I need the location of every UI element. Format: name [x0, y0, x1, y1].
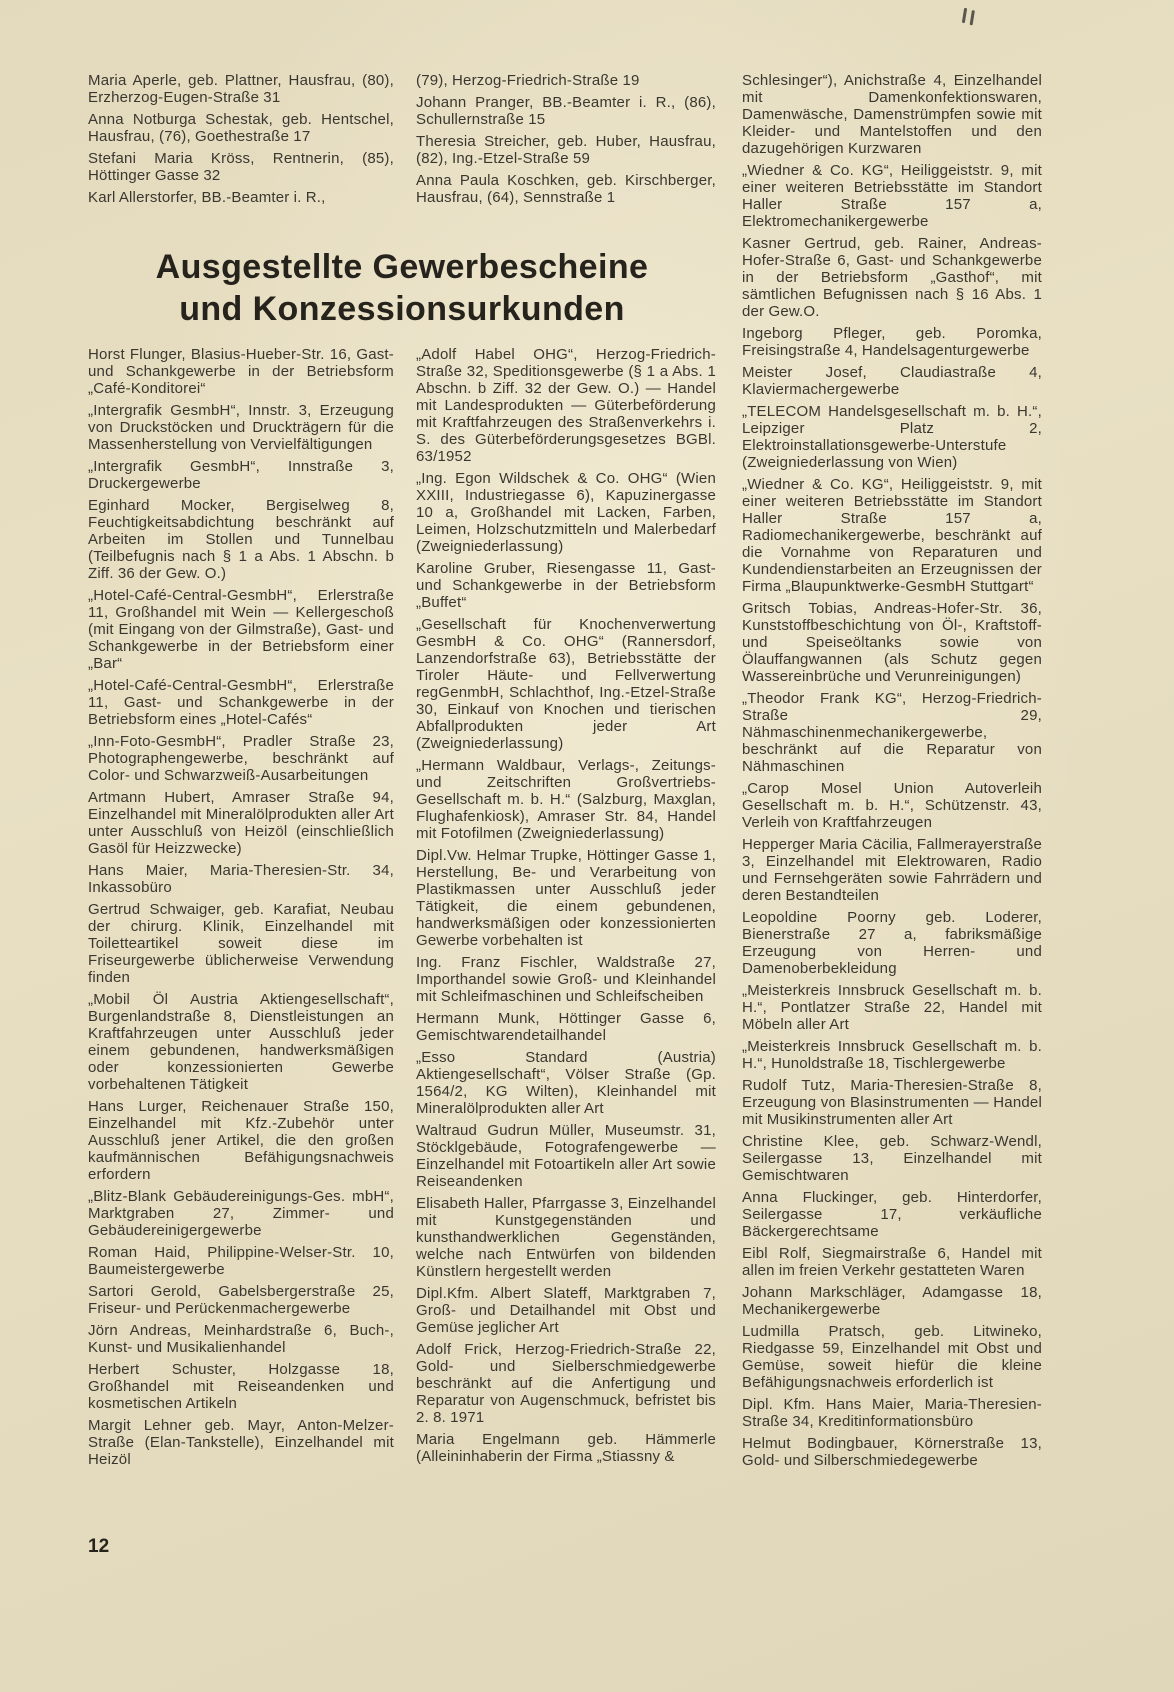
person-entry: (79), Herzog-Friedrich-Straße 19 — [416, 72, 640, 89]
license-entry: Gritsch Tobias, Andreas-Hofer-Str. 36, Kunststoffbeschichtung von Öl-, Kraftstoff- und Speiseöltanks sowie von Ölauffangwannen (als Schutz gegen Wassereinbrüche und Verunreinigungen) — [742, 600, 1042, 685]
license-entry: Dipl.Kfm. Albert Slateff, Marktgraben 7, Groß- und Detailhandel mit Obst und Gemüse jeglicher Art — [416, 1285, 716, 1336]
license-entry: Johann Markschläger, Adamgasse 18, Mechanikergewerbe — [742, 1284, 1042, 1318]
person-entry: Anna Notburga Schestak, geb. Hentschel, Hausfrau, (76), Goethestraße 17 — [88, 111, 394, 145]
license-entry: „Intergrafik GesmbH“, Innstraße 3, Druckergewerbe — [88, 458, 394, 492]
license-entry: „Carop Mosel Union Autoverleih Gesellschaft m. b. H.“, Schützenstr. 43, Verleih von Kraftfahrzeugen — [742, 780, 1042, 831]
license-entry: „Intergrafik GesmbH“, Innstr. 3, Erzeugung von Druckstöcken und Druckträgern für die Massenherstellung von Vervielfältigungen — [88, 402, 394, 453]
license-entry: „Hermann Waldbaur, Verlags-, Zeitungs- und Zeitschriften Großvertriebs-Gesellschaft m. b. H.“ (Salzburg, Maxglan, Flughafenkiosk), Amraser Str. 84, Handel mit Fotofilmen (Zweigniederlassung) — [416, 757, 716, 842]
license-entry: „Adolf Habel OHG“, Herzog-Friedrich-Straße 32, Speditionsgewerbe (§ 1 a Abs. 1 Abschn. b Ziff. 32 der Gew. O.) — Handel mit Landesprodukten — Güterbeförderung mit Kraftfahrzeugen des Straßenverkehrs i. S. des Güterbeförderungsgesetzes BGBl. 63/1952 — [416, 346, 716, 465]
license-entry: „Meisterkreis Innsbruck Gesellschaft m. b. H.“, Hunoldstraße 18, Tischlergewerbe — [742, 1038, 1042, 1072]
license-entry: „Theodor Frank KG“, Herzog-Friedrich-Straße 29, Nähmaschinenmechanikergewerbe, beschränkt auf die Reparatur von Nähmaschinen — [742, 690, 1042, 775]
person-entry: Anna Paula Koschken, geb. Kirschberger, Hausfrau, (64), Sennstraße 1 — [416, 172, 716, 206]
license-entry: „Ing. Egon Wildschek & Co. OHG“ (Wien XXIII, Industriegasse 6), Kapuzinergasse 10 a, Großhandel mit Lacken, Farben, Leimen, Holzschutzmitteln und Malerbedarf (Zweigniederlassung) — [416, 470, 716, 555]
license-entry: „Gesellschaft für Knochenverwertung GesmbH & Co. OHG“ (Rannersdorf, Lanzendorfstraße 63), Betriebsstätte der Tiroler Häute- und Fellverwertung regGenmbH, Schlachthof, Ing.-Etzel-Straße 30, Einkauf von Knochen und tierischen Abfallprodukten jeder Art (Zweigniederlassung) — [416, 616, 716, 752]
license-entry: Elisabeth Haller, Pfarrgasse 3, Einzelhandel mit Kunstgegenständen und kunsthandwerklichen Gegenständen, welche nach Entwürfen von bildenden Künstlern hergestellt werden — [416, 1195, 716, 1280]
license-entry: Meister Josef, Claudiastraße 4, Klaviermachergewerbe — [742, 364, 1042, 398]
license-entry: „TELECOM Handelsgesellschaft m. b. H.“, Leipziger Platz 2, Elektroinstallationsgewerbe-Unterstufe (Zweigniederlassung von Wien) — [742, 403, 1042, 471]
license-entry: Dipl. Kfm. Hans Maier, Maria-Theresien-Straße 34, Kreditinformationsbüro — [742, 1396, 1042, 1430]
page-number: 12 — [88, 1536, 110, 1557]
license-entry: Artmann Hubert, Amraser Straße 94, Einzelhandel mit Mineralölprodukten aller Art unter Ausschluß von Heizöl (einschließlich Gasöl für Heizzwecke) — [88, 789, 394, 857]
person-entry: Stefani Maria Kröss, Rentnerin, (85), Höttinger Gasse 32 — [88, 150, 394, 184]
license-entry: „Esso Standard (Austria) Aktiengesellschaft“, Völser Straße (Gp. 1564/2, KG Wilten), Kleinhandel mit Mineralölprodukten aller Art — [416, 1049, 716, 1117]
license-entry: Ludmilla Pratsch, geb. Litwineko, Riedgasse 59, Einzelhandel mit Obst und Gemüse, soweit hiefür die kleine Befähigungsnachweis erforderlich ist — [742, 1323, 1042, 1391]
license-entry: Helmut Bodingbauer, Körnerstraße 13, Gold- und Silberschmiedegewerbe — [742, 1435, 1042, 1469]
license-entry: „Wiedner & Co. KG“, Heiliggeiststr. 9, mit einer weiteren Betriebsstätte im Standort Haller Straße 157 a, Radiomechanikergewerbe, beschränkt auf die Vornahme von Reparaturen und Kundendienstarbeiten an Erzeugnissen der Firma „Blaupunktwerke-GesmbH Stuttgart“ — [742, 476, 1042, 595]
license-entry: „Wiedner & Co. KG“, Heiliggeiststr. 9, mit einer weiteren Betriebsstätte im Standort Haller Straße 157 a, Elektromechanikergewerbe — [742, 162, 1042, 230]
license-entry: Adolf Frick, Herzog-Friedrich-Straße 22, Gold- und Sielberschmiedgewerbe beschränkt auf die Anfertigung und Reparatur von Augenschmuck, befristet bis 2. 8. 1971 — [416, 1341, 716, 1426]
license-entry: „Hotel-Café-Central-GesmbH“, Erlerstraße 11, Gast- und Schankgewerbe in der Betriebsform eines „Hotel-Cafés“ — [88, 677, 394, 728]
license-entry: Hepperger Maria Cäcilia, Fallmerayerstraße 3, Einzelhandel mit Elektrowaren, Radio und Fernsehgeräten sowie Fahrrädern und deren Bestandteilen — [742, 836, 1042, 904]
person-entry: Johann Pranger, BB.-Beamter i. R., (86), Schullernstraße 15 — [416, 94, 716, 128]
licenses-column-2 — [416, 346, 716, 1465]
license-entry: Rudolf Tutz, Maria-Theresien-Straße 8, Erzeugung von Blasinstrumenten — Handel mit Musikinstrumenten aller Art — [742, 1077, 1042, 1128]
licenses-column-1 — [88, 346, 394, 1468]
license-entry: Ing. Franz Fischler, Waldstraße 27, Importhandel sowie Groß- und Kleinhandel mit Schleifmaschinen und Schleifscheiben — [416, 954, 716, 1005]
person-entry: Maria Aperle, geb. Plattner, Hausfrau, (80), Erzherzog-Eugen-Straße 31 — [88, 72, 394, 106]
license-entry: Dipl.Vw. Helmar Trupke, Höttinger Gasse 1, Herstellung, Be- und Verarbeitung von Plastikmassen unter Ausschluß jeder Tätigkeit, die einem gebundenen, handwerksmäßigen oder konzessionierten Gewerbe vorbehalten ist — [416, 847, 716, 949]
persons-list-middle-column — [416, 72, 716, 206]
license-entry: Leopoldine Poorny geb. Loderer, Bienerstraße 27 a, fabriksmäßige Erzeugung von Herren- und Damenoberbekleidung — [742, 909, 1042, 977]
license-entry: Hans Lurger, Reichenauer Straße 150, Einzelhandel mit Kfz.-Zubehör unter Ausschluß jener Artikel, die den großen kaufmännischen Befähigungsnachweis erfordern — [88, 1098, 394, 1183]
print-artifact-mark — [962, 8, 967, 23]
license-entry: Jörn Andreas, Meinhardstraße 6, Buch-, Kunst- und Musikalienhandel — [88, 1322, 394, 1356]
person-entry: Theresia Streicher, geb. Huber, Hausfrau, (82), Ing.-Etzel-Straße 59 — [416, 133, 716, 167]
license-entry: Roman Haid, Philippine-Welser-Str. 10, Baumeistergewerbe — [88, 1244, 394, 1278]
license-entry: „Blitz-Blank Gebäudereinigungs-Ges. mbH“, Marktgraben 27, Zimmer- und Gebäudereinigergewerbe — [88, 1188, 394, 1239]
license-entry: Waltraud Gudrun Müller, Museumstr. 31, Stöcklgebäude, Fotografengewerbe — Einzelhandel mit Fotoartikeln aller Art sowie Reiseandenken — [416, 1122, 716, 1190]
section-title-line2: und Konzessionsurkunden — [179, 290, 625, 328]
license-entry: Schlesinger“), Anichstraße 4, Einzelhandel mit Damenkonfektionswaren, Damenwäsche, Damenstrümpfen sowie mit Kleider- und Mantelstoffen und den dazugehörigen Kurzwaren — [742, 72, 1042, 157]
license-entry: Kasner Gertrud, geb. Rainer, Andreas-Hofer-Straße 6, Gast- und Schankgewerbe in der Betriebsform „Gasthof“, mit sämtlichen Befugnissen nach § 16 Abs. 1 der Gew.O. — [742, 235, 1042, 320]
licenses-column-3 — [742, 72, 1042, 1469]
license-entry: Karoline Gruber, Riesengasse 11, Gast- und Schankgewerbe in der Betriebsform „Buffet“ — [416, 560, 716, 611]
license-entry: Herbert Schuster, Holzgasse 18, Großhandel mit Reiseandenken und kosmetischen Artikeln — [88, 1361, 394, 1412]
license-entry: Christine Klee, geb. Schwarz-Wendl, Seilergasse 13, Einzelhandel mit Gemischtwaren — [742, 1133, 1042, 1184]
section-title — [88, 246, 716, 330]
license-entry: Maria Engelmann geb. Hämmerle (Alleininhaberin der Firma „Stiassny & — [416, 1431, 716, 1465]
license-entry: Anna Fluckinger, geb. Hinterdorfer, Seilergasse 17, verkäufliche Bäckergerechtsame — [742, 1189, 1042, 1240]
license-entry: Ingeborg Pfleger, geb. Poromka, Freisingstraße 4, Handelsagenturgewerbe — [742, 325, 1042, 359]
person-entry: Karl Allerstorfer, BB.-Beamter i. R., — [88, 189, 326, 206]
persons-list-left-column — [88, 72, 394, 206]
license-entry: „Hotel-Café-Central-GesmbH“, Erlerstraße 11, Großhandel mit Wein — Kellergeschoß (mit Eingang von der Gilmstraße), Gast- und Schankgewerbe in der Betriebsform einer „Bar“ — [88, 587, 394, 672]
license-entry: Sartori Gerold, Gabelsbergerstraße 25, Friseur- und Perückenmachergewerbe — [88, 1283, 394, 1317]
license-entry: Eginhard Mocker, Bergiselweg 8, Feuchtigkeitsabdichtung beschränkt auf Arbeiten im Stollen und Tunnelbau (Teilbefugnis nach § 1 a Abs. 1 Abschn. b Ziff. 36 der Gew. O.) — [88, 497, 394, 582]
license-entry: Horst Flunger, Blasius-Hueber-Str. 16, Gast- und Schankgewerbe in der Betriebsform „Café-Konditorei“ — [88, 346, 394, 397]
license-entry: „Inn-Foto-GesmbH“, Pradler Straße 23, Photographengewerbe, beschränkt auf Color- und Schwarzweiß-Ausarbeitungen — [88, 733, 394, 784]
license-entry: Hermann Munk, Höttinger Gasse 6, Gemischtwarendetailhandel — [416, 1010, 716, 1044]
license-entry: Gertrud Schwaiger, geb. Karafiat, Neubau der chirurg. Klinik, Einzelhandel mit Toiletteartikel soweit diese im Friseurgewerbe üblicherweise Verwendung finden — [88, 901, 394, 986]
license-entry: „Meisterkreis Innsbruck Gesellschaft m. b. H.“, Pontlatzer Straße 22, Handel mit Möbeln aller Art — [742, 982, 1042, 1033]
license-entry: Eibl Rolf, Siegmairstraße 6, Handel mit allen im freien Verkehr gestatteten Waren — [742, 1245, 1042, 1279]
section-title-line1: Ausgestellte Gewerbescheine — [155, 248, 649, 286]
license-entry: Margit Lehner geb. Mayr, Anton-Melzer-Straße (Elan-Tankstelle), Einzelhandel mit Heizöl — [88, 1417, 394, 1468]
license-entry: Hans Maier, Maria-Theresien-Str. 34, Inkassobüro — [88, 862, 394, 896]
license-entry: „Mobil Öl Austria Aktiengesellschaft“, Burgenlandstraße 8, Dienstleistungen an Kraftfahrzeugen unter Ausschluß jeder einem gebundenen, handwerksmäßigen oder konzessionierten Gewerbe vorbehaltenen Tätigkeit — [88, 991, 394, 1093]
